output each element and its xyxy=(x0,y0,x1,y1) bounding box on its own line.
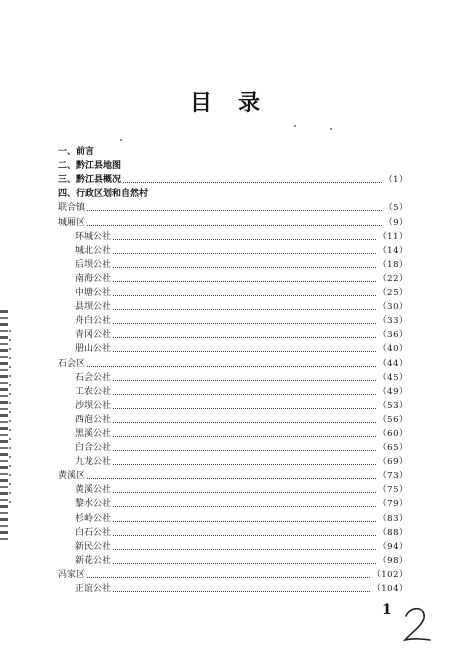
toc-entry-label: 白石公社 xyxy=(75,527,112,538)
dot-leader xyxy=(113,562,376,564)
toc-entry-label: 沙坝公社 xyxy=(75,400,112,411)
toc-entry xyxy=(58,580,408,594)
dot-leader xyxy=(113,590,370,592)
toc-entry-label: 白合公社 xyxy=(75,443,112,454)
dot-leader xyxy=(87,209,382,211)
toc-entry xyxy=(58,340,408,354)
toc-entry-label: 三、黔江县概况 xyxy=(58,175,122,186)
toc-entry-label: 联合镇 xyxy=(58,203,86,214)
toc-entry-page: （104） xyxy=(372,584,408,594)
dot-leader xyxy=(113,421,376,423)
toc-entry xyxy=(58,425,408,439)
toc-entry xyxy=(58,256,408,270)
toc-entry xyxy=(58,369,408,383)
page-title: 目录 xyxy=(189,91,286,116)
page-number: 1 xyxy=(382,602,392,618)
scan-edge-marks-inner xyxy=(9,330,11,510)
toc-entry-label: 城厢区 xyxy=(58,217,86,228)
toc-entry-label: 石会区 xyxy=(58,358,86,369)
dot-leader xyxy=(113,294,376,296)
dot-leader xyxy=(123,181,382,183)
toc-entry-label: 二、黔江县地图 xyxy=(58,161,122,172)
scan-speck xyxy=(330,128,332,130)
dot-leader xyxy=(113,322,376,324)
toc-entry-label: 后坝公社 xyxy=(75,259,112,270)
toc-entry xyxy=(58,270,408,284)
toc-entry xyxy=(58,326,408,340)
toc-entry-page: （69） xyxy=(378,457,408,468)
toc-entry-page: （56） xyxy=(378,414,408,425)
toc-entry-label: 黄溪区 xyxy=(58,471,86,482)
toc-entry-page: （5） xyxy=(384,203,408,214)
toc-entry xyxy=(58,228,408,242)
scan-edge-marks xyxy=(0,310,8,540)
toc-entry-page: （1） xyxy=(384,175,408,186)
dot-leader xyxy=(87,224,382,226)
toc-entry xyxy=(58,143,408,157)
toc-entry xyxy=(58,481,408,495)
toc-entry-page: （30） xyxy=(378,302,408,313)
toc-entry xyxy=(58,157,408,171)
dot-leader xyxy=(113,505,376,507)
toc-entry-page: （33） xyxy=(378,316,408,327)
toc-entry-label: 冯家区 xyxy=(58,569,86,580)
handwritten-mark xyxy=(400,604,434,644)
toc-entry-page: （102） xyxy=(372,569,408,580)
toc-entry xyxy=(58,397,408,411)
toc-entry-label: 中塘公社 xyxy=(75,288,112,299)
toc-entry-page: （94） xyxy=(378,541,408,552)
scan-speck xyxy=(294,125,296,127)
toc-entry xyxy=(58,284,408,298)
toc-entry-label: 新花公社 xyxy=(75,555,112,566)
dot-leader xyxy=(87,477,376,479)
toc-entry-label: 青冈公社 xyxy=(75,330,112,341)
toc-entry xyxy=(58,509,408,523)
toc-entry xyxy=(58,524,408,538)
dot-leader xyxy=(113,252,376,254)
toc-entry xyxy=(58,495,408,509)
toc-entry-label: 工农公社 xyxy=(75,386,112,397)
toc-entry-label: 南海公社 xyxy=(75,273,112,284)
toc-entry-label: 四、行政区划和自然村 xyxy=(58,189,149,200)
dot-leader xyxy=(87,576,370,578)
dot-leader xyxy=(113,238,376,240)
dot-leader xyxy=(113,435,376,437)
toc-entry-page: （11） xyxy=(378,231,408,242)
toc-entry-page: （53） xyxy=(378,400,408,411)
toc-entry-page: （49） xyxy=(378,386,408,397)
toc-entry xyxy=(58,171,408,185)
toc-entry-label: 石会公社 xyxy=(75,372,112,383)
toc-entry-page: （40） xyxy=(378,344,408,355)
toc-entry xyxy=(58,185,408,199)
toc-entry-page: （25） xyxy=(378,288,408,299)
dot-leader xyxy=(113,280,376,282)
dot-leader xyxy=(113,520,376,522)
toc-entry-page: （18） xyxy=(378,259,408,270)
toc-entry xyxy=(58,312,408,326)
toc-entry xyxy=(58,538,408,552)
dot-leader xyxy=(113,379,376,381)
toc-entry-page: （45） xyxy=(378,372,408,383)
toc-entry xyxy=(58,199,408,213)
dot-leader xyxy=(87,365,376,367)
toc-entry xyxy=(58,242,408,256)
dot-leader xyxy=(113,548,376,550)
toc-entry-label: 县坝公社 xyxy=(75,302,112,313)
toc-entry xyxy=(58,298,408,312)
dot-leader xyxy=(113,491,376,493)
dot-leader xyxy=(113,266,376,268)
table-of-contents xyxy=(58,143,408,594)
toc-entry-page: （83） xyxy=(378,513,408,524)
toc-entry xyxy=(58,467,408,481)
dot-leader xyxy=(113,336,376,338)
toc-entry-page: （79） xyxy=(378,499,408,510)
toc-entry-page: （36） xyxy=(378,330,408,341)
toc-entry-label: 黑溪公社 xyxy=(75,428,112,439)
toc-entry-label: 黄溪公社 xyxy=(75,485,112,496)
toc-entry-label: 新民公社 xyxy=(75,541,112,552)
toc-entry-page: （60） xyxy=(378,428,408,439)
toc-entry-label: 九龙公社 xyxy=(75,457,112,468)
toc-entry-page: （98） xyxy=(378,555,408,566)
dot-leader xyxy=(113,393,376,395)
toc-entry xyxy=(58,383,408,397)
toc-entry-label: 城北公社 xyxy=(75,245,112,256)
scan-speck xyxy=(120,139,122,141)
toc-entry xyxy=(58,439,408,453)
toc-entry-label: 一、前言 xyxy=(58,147,95,158)
dot-leader xyxy=(113,463,376,465)
toc-entry xyxy=(58,213,408,227)
toc-entry-page: （73） xyxy=(378,471,408,482)
toc-entry-label: 舟白公社 xyxy=(75,316,112,327)
toc-entry-page: （14） xyxy=(378,245,408,256)
toc-entry-page: （22） xyxy=(378,273,408,284)
toc-entry xyxy=(58,552,408,566)
toc-entry xyxy=(58,453,408,467)
toc-entry-label: 环城公社 xyxy=(75,231,112,242)
toc-entry-label: 黎水公社 xyxy=(75,499,112,510)
dot-leader xyxy=(113,449,376,451)
toc-entry-label: 杉岭公社 xyxy=(75,513,112,524)
toc-entry-page: （44） xyxy=(378,358,408,369)
toc-entry-page: （88） xyxy=(378,527,408,538)
dot-leader xyxy=(113,308,376,310)
dot-leader xyxy=(113,534,376,536)
toc-entry-page: （75） xyxy=(378,485,408,496)
toc-entry-label: 正谊公社 xyxy=(75,584,112,594)
toc-entry xyxy=(58,411,408,425)
dot-leader xyxy=(113,407,376,409)
toc-entry-label: 册山公社 xyxy=(75,344,112,355)
toc-entry-page: （9） xyxy=(384,217,408,228)
toc-entry xyxy=(58,354,408,368)
dot-leader xyxy=(113,350,376,352)
toc-entry xyxy=(58,566,408,580)
toc-entry-page: （65） xyxy=(378,443,408,454)
toc-entry-label: 西泡公社 xyxy=(75,414,112,425)
